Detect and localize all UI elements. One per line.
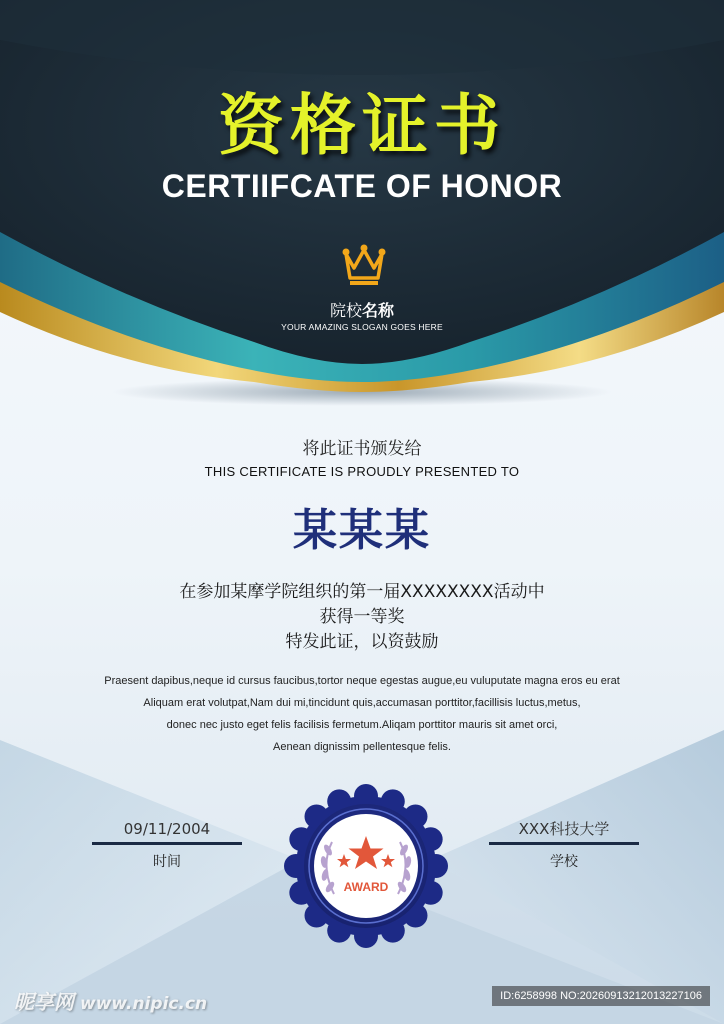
date-signature-line	[92, 842, 242, 845]
latin-text-line-4: Aenean dignissim pellentesque felis.	[273, 741, 451, 753]
crown-icon	[340, 240, 388, 288]
award-badge	[282, 782, 450, 950]
latin-text-line-3: donec nec justo eget felis facilisis fermetum.Aliqam porttitor mauris sit amet orci,	[166, 719, 558, 731]
slogan: YOUR AMAZING SLOGAN GOES HERE	[281, 322, 443, 332]
latin-text-line-2: Aliquam erat volutpat,Nam dui mi,tincidunt quis,accumasan porttitor,facillisis luctus,metus,	[143, 697, 581, 709]
school-signature-line	[489, 842, 639, 845]
watermark-site-url: www.nipic.cn	[80, 994, 208, 1014]
badge-award-text: AWARD	[343, 880, 389, 894]
latin-text-line-1: Praesent dapibus,neque id cursus faucibus,tortor neque egestas augue,eu vuluputate magna eros eu erat	[104, 675, 620, 687]
school-label: 学校	[550, 854, 578, 870]
award-description-line-3: 特发此证，以资鼓励	[285, 632, 439, 652]
date-label: 时间	[153, 854, 181, 870]
presented-to-cn: 将此证书颁发给	[302, 439, 422, 459]
certificate-title-en: CERTIIFCATE OF HONOR	[161, 168, 563, 204]
award-description-line-2: 获得一等奖	[319, 607, 405, 627]
award-description-line-1: 在参加某摩学院组织的第一届XXXXXXXX活动中	[179, 582, 545, 602]
date-signature-block	[92, 818, 242, 871]
school-name-prefix: 院校	[329, 301, 362, 320]
school-signature-block	[489, 818, 639, 871]
date-value: 09/11/2004	[123, 820, 211, 838]
recipient-name: 某某某	[293, 505, 431, 556]
watermark-site	[14, 986, 207, 1015]
school-name	[0, 298, 724, 321]
certificate-title-cn: 资格证书	[218, 87, 506, 164]
school-value: XXX科技大学	[518, 820, 610, 838]
watermark-id: ID:6258998 NO:20260913212013227106	[492, 986, 710, 1006]
presented-to-en: THIS CERTIFICATE IS PROUDLY PRESENTED TO	[204, 464, 520, 479]
watermark-site-name: 昵享网	[14, 990, 74, 1014]
school-name-suffix: 名称	[362, 301, 395, 320]
